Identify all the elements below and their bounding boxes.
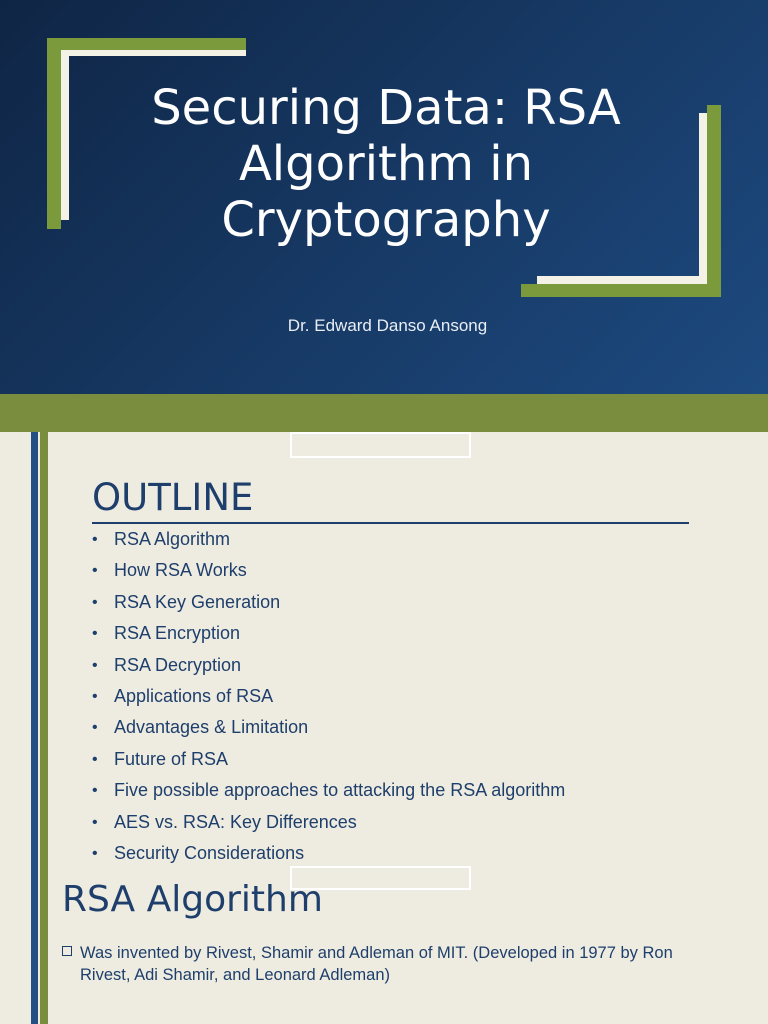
rsa-heading: RSA Algorithm bbox=[62, 879, 323, 920]
bullet-icon: • bbox=[92, 562, 98, 580]
bullet-icon: • bbox=[92, 813, 98, 831]
list-item: • Five possible approaches to attacking the RSA algorithm bbox=[92, 777, 565, 808]
list-item: • RSA Decryption bbox=[92, 652, 565, 683]
bracket-bottom-right-white-v bbox=[699, 113, 707, 284]
outline-list bbox=[92, 526, 565, 871]
bullet-icon: • bbox=[92, 750, 98, 768]
placeholder-frame-top bbox=[290, 432, 471, 458]
author-name: Dr. Edward Danso Ansong bbox=[287, 316, 488, 335]
bracket-bottom-right-green-v bbox=[707, 105, 721, 297]
bracket-top-left-green-h bbox=[47, 38, 246, 50]
list-item: • Future of RSA bbox=[92, 746, 565, 777]
list-item: • RSA Key Generation bbox=[92, 589, 565, 620]
accent-bar-blue bbox=[31, 432, 38, 1024]
bullet-icon: • bbox=[92, 656, 98, 674]
list-item: • AES vs. RSA: Key Differences bbox=[92, 809, 565, 840]
rsa-bullet-item bbox=[62, 942, 722, 986]
bullet-icon: • bbox=[92, 531, 98, 548]
bullet-icon: • bbox=[92, 593, 98, 611]
bracket-bottom-right-white-h bbox=[537, 276, 707, 284]
slide-divider-band bbox=[0, 394, 768, 432]
list-item: • Advantages & Limitation bbox=[92, 714, 565, 745]
bracket-top-left-white-h bbox=[61, 50, 246, 56]
bullet-icon: • bbox=[92, 625, 98, 643]
bracket-top-left-white-v bbox=[61, 50, 69, 220]
list-item: • RSA Encryption bbox=[92, 620, 565, 651]
list-item: • Security Considerations bbox=[92, 840, 565, 871]
outline-heading-rule bbox=[92, 522, 689, 524]
bullet-icon: • bbox=[92, 844, 98, 862]
rsa-bullet-text: Was invented by Rivest, Shamir and Adleman of MIT. (Developed in 1977 by Ron Rivest, Adi Shamir, and Leonard Adleman) bbox=[80, 944, 673, 984]
list-item: • Applications of RSA bbox=[92, 683, 565, 714]
outline-heading: OUTLINE bbox=[92, 476, 254, 519]
presentation-title: Securing Data: RSA Algorithm in Cryptography bbox=[151, 80, 621, 248]
title-slide bbox=[0, 0, 768, 394]
list-item: • RSA Algorithm bbox=[92, 526, 565, 557]
list-item: • How RSA Works bbox=[92, 557, 565, 588]
accent-bar-green bbox=[40, 432, 48, 1024]
bullet-icon: • bbox=[92, 687, 98, 705]
checkbox-bullet-icon bbox=[62, 946, 72, 956]
bullet-icon: • bbox=[92, 719, 98, 737]
bullet-icon: • bbox=[92, 782, 98, 800]
bracket-bottom-right-green-h bbox=[521, 284, 721, 297]
bracket-top-left-green-v bbox=[47, 38, 61, 229]
